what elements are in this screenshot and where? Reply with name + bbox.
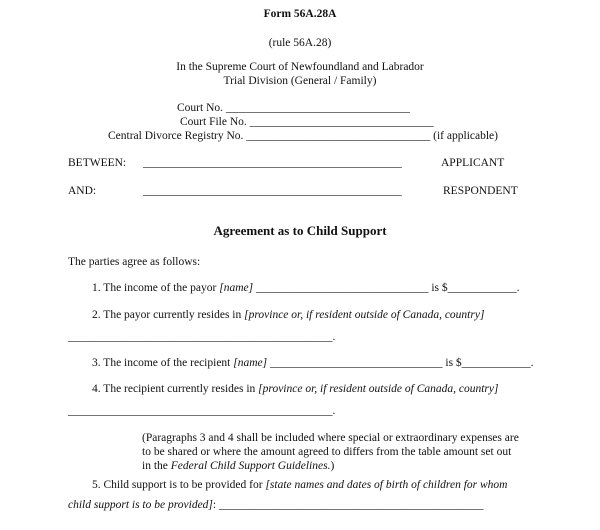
item-5-blank[interactable]: : ______________________________________________: [212, 499, 484, 511]
note-line-1: (Paragraphs 3 and 4 shall be included where special or extraordinary expenses are: [142, 432, 519, 444]
court-division: Trial Division (General / Family): [223, 75, 377, 87]
item-5-continued[interactable]: [68, 498, 484, 512]
item-3-text: 3. The income of the recipient: [92, 357, 234, 369]
item-1-text: 1. The income of the payor: [92, 282, 220, 294]
court-name: In the Supreme Court of Newfoundland and Labrador: [176, 61, 424, 73]
item-1-blanks[interactable]: ______________________________ is $____________.: [253, 282, 520, 294]
and-label: AND:: [68, 185, 97, 197]
respondent-label: RESPONDENT: [443, 185, 518, 197]
note-line-3: [142, 459, 334, 473]
guidelines-title: Federal Child Support Guidelines.: [170, 460, 331, 472]
item-2-text: 2. The payor currently resides in: [92, 309, 245, 321]
between-label: BETWEEN:: [68, 157, 127, 169]
item-4-text: 4. The recipient currently resides in: [92, 383, 259, 395]
court-file-no-field[interactable]: Court File No. ________________________________: [180, 116, 434, 128]
registry-no-field[interactable]: Central Divorce Registry No. ________________________________ (if applicable): [108, 130, 498, 142]
item-4-hint: [province or, if resident outside of Canada, country]: [258, 383, 499, 395]
item-3[interactable]: [92, 356, 534, 370]
respondent-name-field[interactable]: _____________________________________________: [143, 185, 402, 197]
note-line-3-close: ): [330, 460, 335, 472]
item-4: [92, 382, 498, 396]
note-line-2: to be shared or where the amount agreed to differs from the table amount set out: [142, 446, 512, 458]
intro-text: The parties agree as follows:: [68, 256, 201, 268]
item-1[interactable]: [92, 281, 520, 295]
note-line-3-text: in the: [142, 460, 171, 472]
document-title: Agreement as to Child Support: [213, 223, 387, 238]
item-2-blank[interactable]: ______________________________________________.: [68, 331, 336, 343]
rule-reference: (rule 56A.28): [268, 37, 332, 49]
form-number: Form 56A.28A: [263, 8, 337, 20]
item-5-hint-cont: child support is to be provided]: [68, 499, 213, 511]
applicant-label: APPLICANT: [441, 157, 505, 169]
item-2-hint: [province or, if resident outside of Canada, country]: [244, 309, 485, 321]
court-no-field[interactable]: Court No. ________________________________: [177, 102, 410, 114]
item-5: [92, 478, 507, 492]
item-3-blanks[interactable]: ______________________________ is $____________.: [267, 357, 534, 369]
applicant-name-field[interactable]: _____________________________________________: [143, 157, 402, 169]
item-5-hint: [state names and dates of birth of children for whom: [265, 479, 508, 491]
item-4-blank[interactable]: ______________________________________________.: [68, 405, 336, 417]
item-1-name-hint: [name]: [219, 282, 254, 294]
item-2: [92, 308, 484, 322]
item-5-text: 5. Child support is to be provided for: [92, 479, 266, 491]
item-3-name-hint: [name]: [233, 357, 268, 369]
